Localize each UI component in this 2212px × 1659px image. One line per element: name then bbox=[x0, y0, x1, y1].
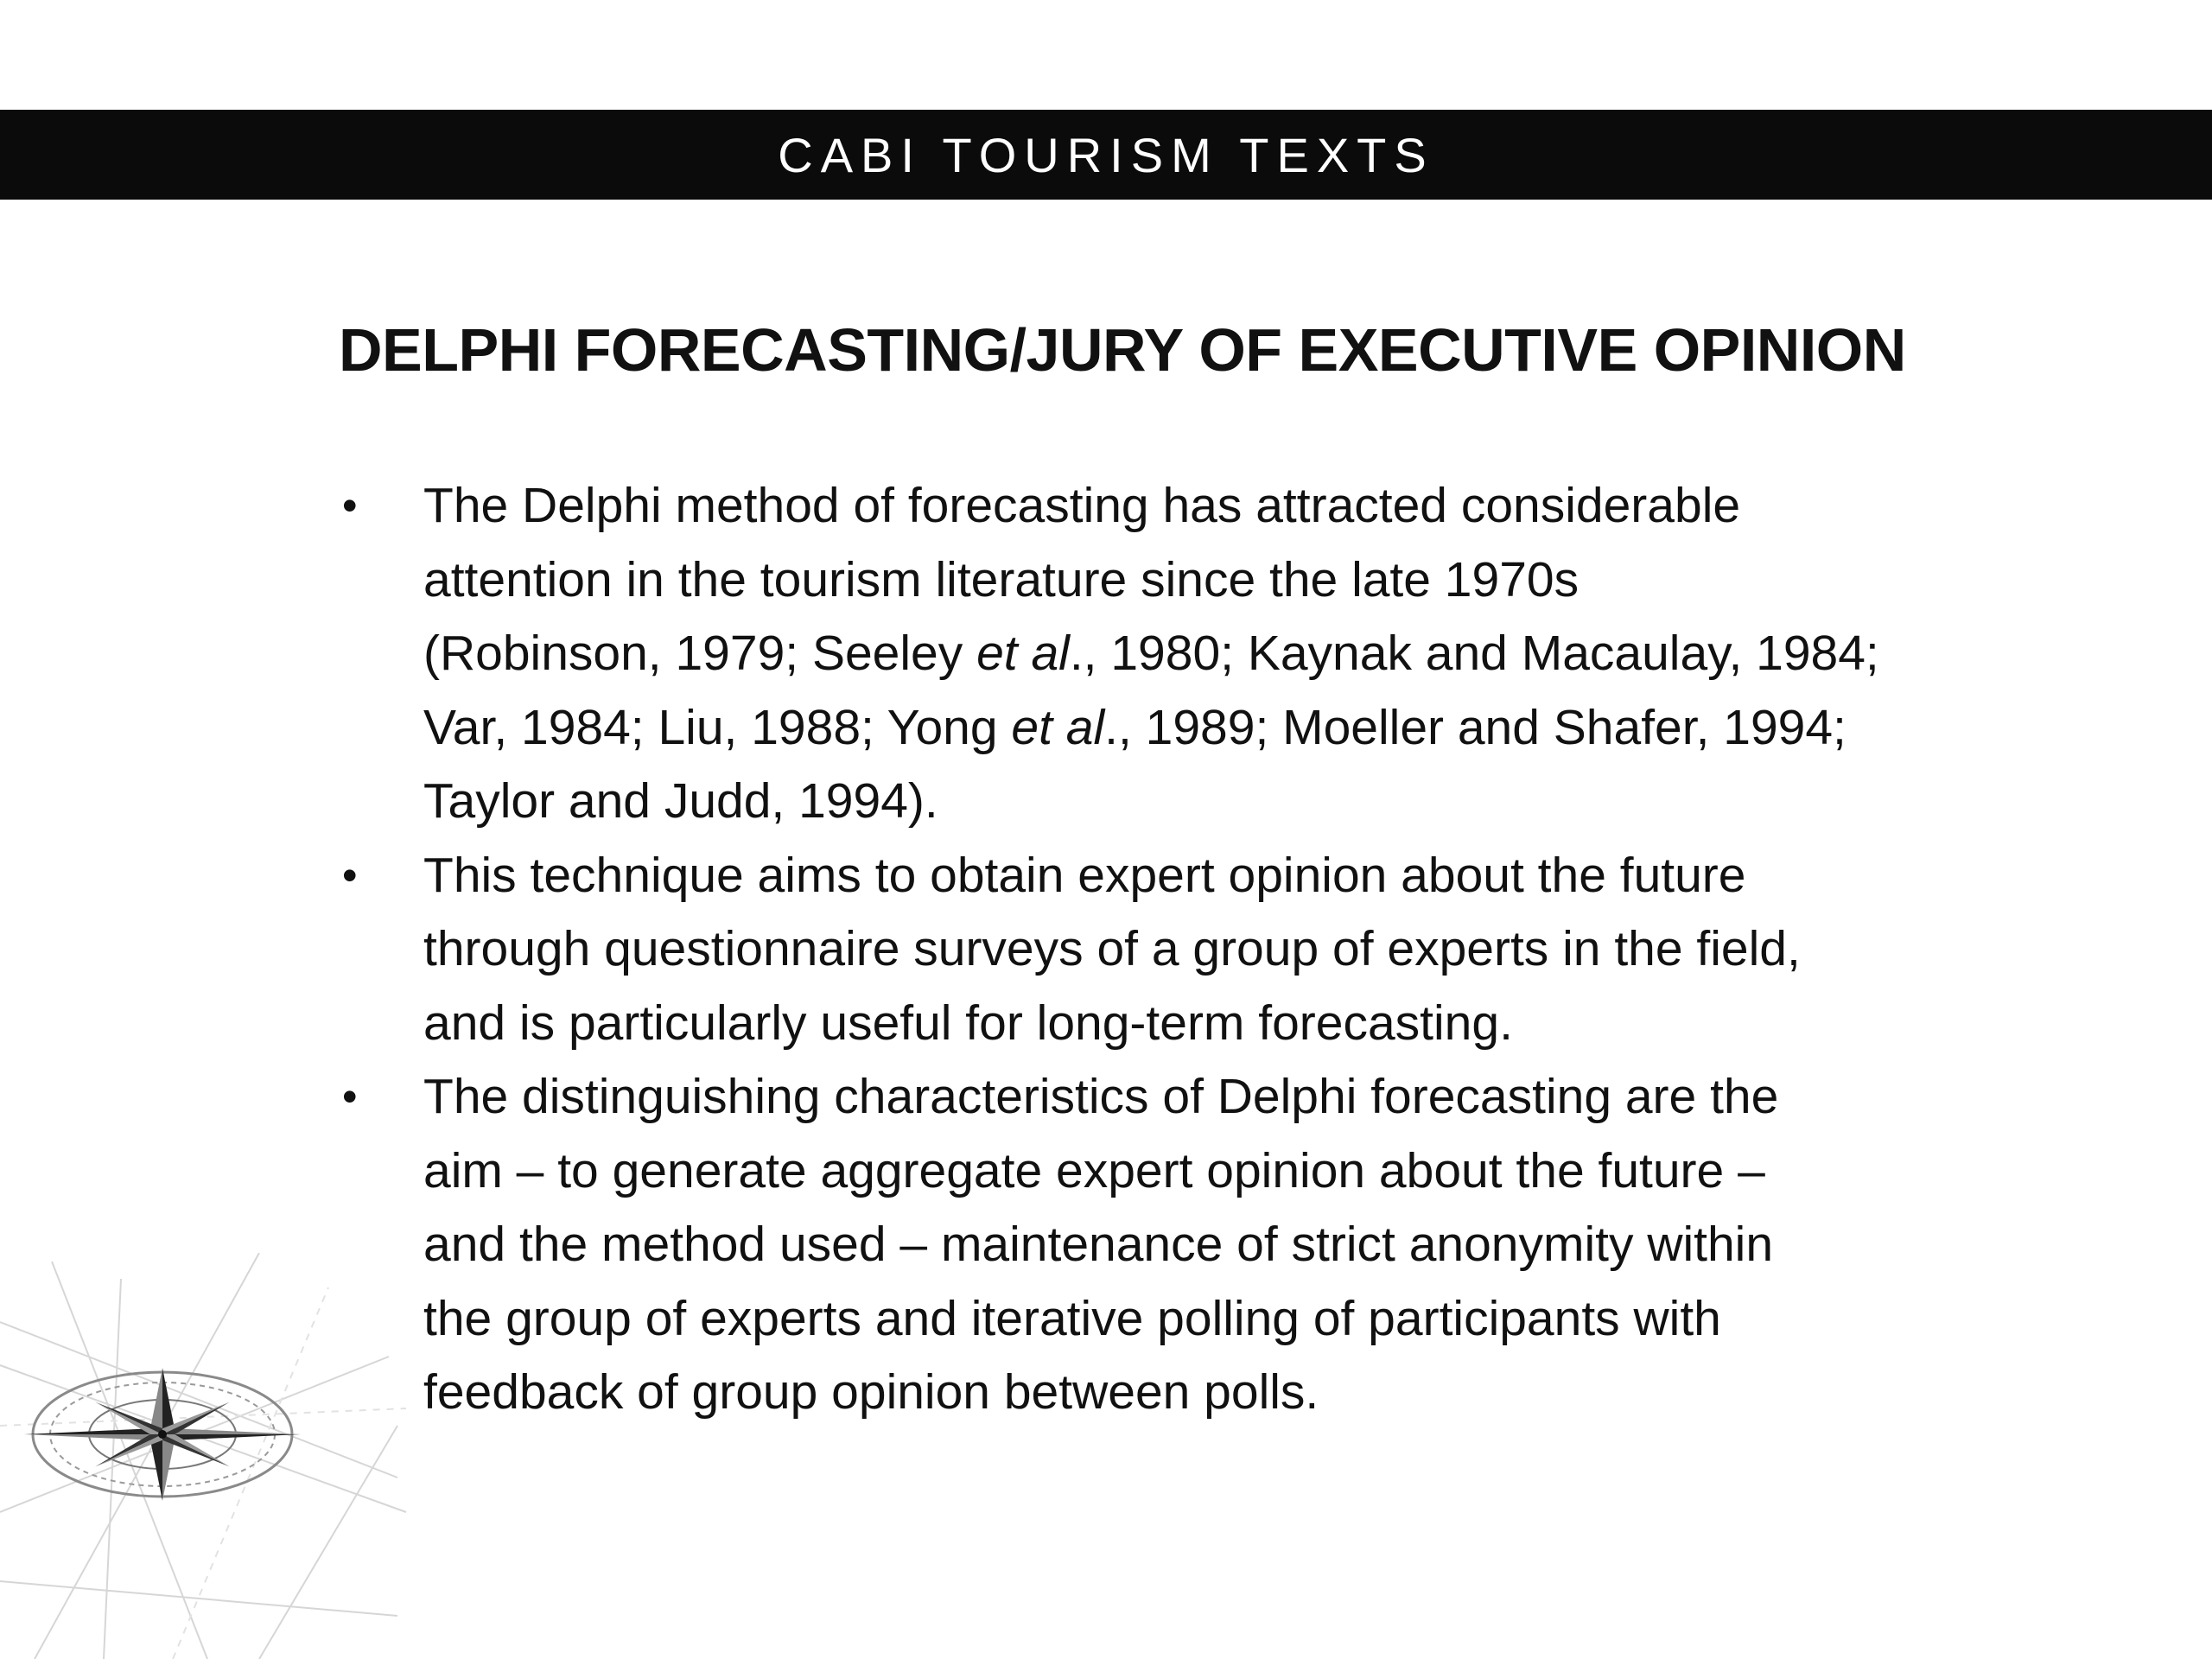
bullet-line: and is particularly useful for long-term forecasting. bbox=[423, 995, 1513, 1051]
bullet-line: attention in the tourism literature since the late 1970s bbox=[423, 551, 1580, 607]
citation-text: (Robinson, 1979; Seeley bbox=[423, 626, 977, 681]
bullet-line: This technique aims to obtain expert opinion about the future bbox=[423, 847, 1746, 903]
citation-text: ., 1980; Kaynak and Macaulay, 1984; bbox=[1069, 626, 1879, 681]
bullet-line bbox=[423, 617, 2067, 691]
bullet-line: through questionnaire surveys of a group of experts in the field, bbox=[423, 921, 1801, 976]
bullet-line: The Delphi method of forecasting has attracted considerable bbox=[423, 478, 1741, 533]
bullet-line: The distinguishing characteristics of Delphi forecasting are the bbox=[423, 1069, 1779, 1124]
banner-title: CABI TOURISM TEXTS bbox=[778, 127, 1434, 182]
slide-title: DELPHI FORECASTING/JURY OF EXECUTIVE OPINION bbox=[339, 316, 1906, 384]
header-banner bbox=[0, 110, 2212, 200]
citation-text: ., 1989; Moeller and Shafer, 1994; bbox=[1104, 699, 1847, 755]
compass-rose-icon bbox=[0, 1253, 415, 1659]
bullet-item bbox=[339, 469, 2067, 839]
bullet-marker: • bbox=[342, 850, 358, 899]
bullet-line: and the method used – maintenance of strict anonymity within bbox=[423, 1217, 1774, 1272]
bullet-line: the group of experts and iterative polling of participants with bbox=[423, 1290, 1721, 1346]
bullet-list bbox=[339, 469, 2067, 1430]
bullet-line: aim – to generate aggregate expert opinion about the future – bbox=[423, 1142, 1765, 1198]
bullet-marker: • bbox=[342, 481, 358, 530]
bullet-item bbox=[339, 839, 2067, 1061]
bullet-item bbox=[339, 1060, 2067, 1430]
citation-text: Var, 1984; Liu, 1988; Yong bbox=[423, 699, 1012, 755]
bullet-marker: • bbox=[342, 1072, 358, 1121]
citation-italic: et al bbox=[1011, 699, 1105, 755]
bullet-line: Taylor and Judd, 1994). bbox=[423, 773, 938, 829]
bullet-line bbox=[423, 691, 2067, 766]
citation-italic: et al bbox=[976, 626, 1070, 681]
bullet-line: feedback of group opinion between polls. bbox=[423, 1364, 1319, 1420]
